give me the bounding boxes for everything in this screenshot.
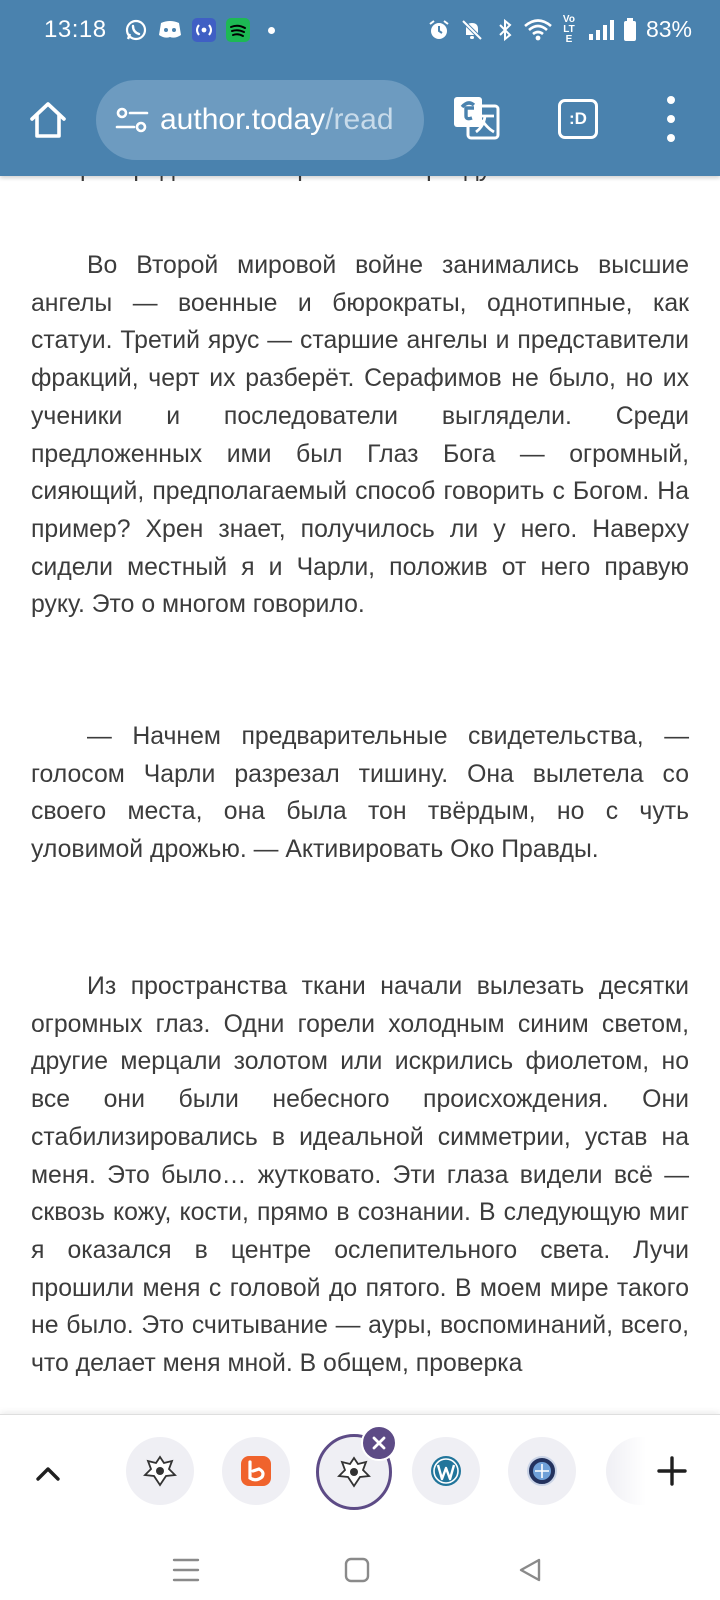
paragraph-2: — Начнем предварительные свидетельства, — голосом Чарли разрезал тишину. Она вылетела со своего места, она была тон твёрдым, но с чуть уловимой дрожью. — Активировать Око Правды. [31,723,689,864]
more-menu-button[interactable] [656,96,686,142]
new-tab-button[interactable] [652,1451,692,1491]
discord-icon [158,18,182,42]
home-icon [28,100,68,140]
nfc-broadcast-icon [192,18,216,42]
close-icon [371,1435,387,1451]
system-status [427,13,692,45]
battery-percent: 83% [645,16,692,42]
tab-item-partial[interactable] [606,1437,646,1505]
notification-icons [124,18,275,42]
menu-lines-icon [171,1556,201,1584]
browser-top-bar [0,0,720,176]
crest-icon [142,1453,178,1489]
menu-dot [667,115,675,123]
url-domain: author.today [160,103,326,136]
wifi-icon [526,18,550,42]
reader-content [31,176,689,1414]
tab-strip [0,1414,720,1543]
collapse-tab-strip-button[interactable] [30,1455,66,1491]
status-bar [0,0,720,66]
address-bar[interactable] [96,80,424,160]
globe-badge-icon [525,1454,559,1488]
volte-label: Vo LTE [562,13,575,45]
signal-icon [588,18,614,42]
crest-icon [336,1454,372,1490]
volte-icon [559,13,579,45]
translate-button[interactable] [452,94,502,144]
orange-logo-icon [238,1453,274,1489]
back-nav-button[interactable] [510,1550,550,1590]
url-path: /read [325,103,394,136]
square-icon [343,1556,371,1584]
menu-dot [667,134,675,142]
tab-item[interactable] [222,1437,290,1505]
home-button[interactable] [24,96,72,144]
spotify-icon [226,18,250,42]
recent-apps-button[interactable] [166,1550,206,1590]
plus-icon [656,1455,688,1487]
browser-toolbar [0,66,720,176]
tab-item[interactable] [412,1437,480,1505]
more-notifications-icon [268,27,275,34]
tab-item[interactable] [126,1437,194,1505]
site-settings-icon[interactable] [114,102,150,138]
wordpress-icon [429,1454,463,1488]
alarm-icon [427,18,451,42]
mute-icon [460,18,484,42]
battery-icon [623,18,637,42]
home-nav-button[interactable] [337,1550,377,1590]
whatsapp-icon [124,18,148,42]
translate-icon [452,94,502,144]
close-tab-button[interactable] [361,1425,397,1461]
paragraph-1: Во Второй мировой войне занимались высшие ангелы — военные и бюрократы, однотипные, как статуи. Третий ярус — старшие ангелы и представители фракций, черт их разберёт. Серафимов не было, но их ученики и последователи выглядели. Среди предложенных ими был Глаз Бога — огромный, сияющий, предполагаемый способ говорить с Богом. На пример? Хрен знает, получилось ли у него. Наверху сидели местный я и Чарли, положив от него правую руку. Это о многом говорило. [31,252,689,619]
url-text[interactable] [160,103,394,137]
tab-item[interactable] [508,1437,576,1505]
menu-dot [667,96,675,104]
bluetooth-icon [493,18,517,42]
back-triangle-icon [516,1556,544,1584]
chevron-up-icon [33,1463,63,1483]
tab-switcher-button[interactable]: :D [558,99,598,139]
paragraph-3: Из пространства ткани начали вылезать десятки огромных глаз. Одни горели холодным синим светом, другие мерцали золотом или искрились фиолетом, но все они были небесного происхождения. Они стабилизировались в идеальной симметрии, устав на меня. Это было… жутковато. Эти глаза видели всё — сквозь кожу, кости, прямо в сознании. В следующую миг я оказался в центре ослепительного света. Лучи прошили меня с головой до пятого. В моем мире такого не было. Это считывание — ауры, воспоминаний, всего, что делает меня мной. В общем, проверка [31,973,689,1378]
status-time: 13:18 [44,16,107,43]
system-nav-bar [0,1542,720,1600]
